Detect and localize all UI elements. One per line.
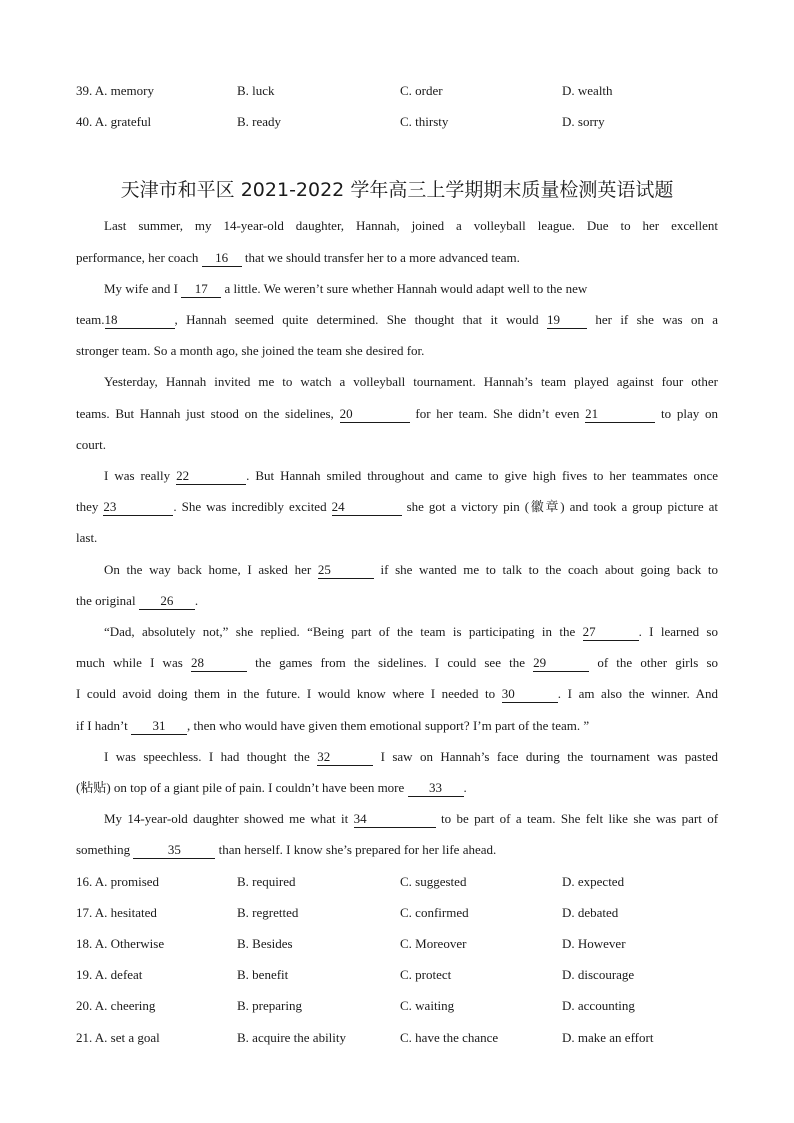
option-17-b: B. regretted xyxy=(237,905,299,920)
passage-line: performance, her coach 16 that we should transfer her to a more advanced team. xyxy=(76,250,520,265)
blank-24: 24 xyxy=(332,499,402,516)
option-39-d: D. wealth xyxy=(562,83,613,98)
option-21-a: 21. A. set a goal xyxy=(76,1030,160,1045)
option-row-17 xyxy=(0,903,794,923)
option-40-a: 40. A. grateful xyxy=(76,114,152,129)
passage-line: last. xyxy=(76,530,98,545)
blank-23: 23 xyxy=(103,499,173,516)
option-18-d: D. However xyxy=(562,936,626,951)
option-20-d: D. accounting xyxy=(562,998,635,1013)
option-17-d: D. debated xyxy=(562,905,619,920)
blank-29: 29 xyxy=(533,655,589,672)
blank-31: 31 xyxy=(131,718,187,735)
passage-line: Yesterday, Hannah invited me to watch a volleyball tournament. Hannah’s team played against four other xyxy=(104,374,718,389)
option-row-20 xyxy=(0,996,794,1016)
option-21-d: D. make an effort xyxy=(562,1030,654,1045)
blank-17: 17 xyxy=(181,281,221,298)
option-19-c: C. protect xyxy=(400,967,452,982)
option-19-a: 19. A. defeat xyxy=(76,967,143,982)
option-17-c: C. confirmed xyxy=(400,905,469,920)
blank-18: 18 xyxy=(105,312,175,329)
option-16-b: B. required xyxy=(237,874,296,889)
passage-line: court. xyxy=(76,437,106,452)
option-20-b: B. preparing xyxy=(237,998,302,1013)
passage-line: (粘贴) on top of a giant pile of pain. I couldn’t have been more 33 . xyxy=(76,780,467,795)
option-21-b: B. acquire the ability xyxy=(237,1030,347,1045)
option-39-b: B. luck xyxy=(237,83,275,98)
passage-line: if I hadn’t 31 , then who would have given them emotional support? I’m part of the team. ” xyxy=(76,718,590,733)
option-17-a: 17. A. hesitated xyxy=(76,905,157,920)
option-16-c: C. suggested xyxy=(400,874,467,889)
blank-21: 21 xyxy=(585,406,655,423)
passage-line: My wife and I 17 a little. We weren’t sure whether Hannah would adapt well to the new xyxy=(104,281,588,296)
blank-22: 22 xyxy=(176,468,246,485)
passage-line: much while I was 28 the games from the sidelines. I could see the 29 of the other girls so xyxy=(76,655,719,670)
passage-line: On the way back home, I asked her 25 if she wanted me to talk to the coach about going back to xyxy=(104,562,719,577)
option-40-b: B. ready xyxy=(237,114,282,129)
option-19-b: B. benefit xyxy=(237,967,289,982)
option-18-a: 18. A. Otherwise xyxy=(76,936,165,951)
passage-line: My 14-year-old daughter showed me what it 34 to be part of a team. She felt like she was part of xyxy=(104,811,719,826)
option-20-a: 20. A. cheering xyxy=(76,998,156,1013)
option-row-18 xyxy=(0,934,794,954)
passage-line: the original 26 . xyxy=(76,593,199,608)
passage-line: I was speechless. I had thought the 32 I saw on Hannah’s face during the tournament was pasted xyxy=(104,749,718,764)
passage-line: stronger team. So a month ago, she joined the team she desired for. xyxy=(76,343,425,358)
passage-line: they 23 . She was incredibly excited 24 she got a victory pin (徽章) and took a group picture at xyxy=(76,499,719,514)
passage-line: I was really 22 . But Hannah smiled throughout and came to give high fives to her teammates once xyxy=(104,468,719,483)
option-39-c: C. order xyxy=(400,83,443,98)
option-40-d: D. sorry xyxy=(562,114,605,129)
blank-35: 35 xyxy=(133,842,215,859)
option-18-b: B. Besides xyxy=(237,936,293,951)
option-19-d: D. discourage xyxy=(562,967,635,982)
blank-19: 19 xyxy=(547,312,587,329)
blank-28: 28 xyxy=(191,655,247,672)
blank-30: 30 xyxy=(502,686,558,703)
passage-line: “Dad, absolutely not,” she replied. “Being part of the team is participating in the 27 . I learned so xyxy=(104,624,718,639)
blank-16: 16 xyxy=(202,250,242,267)
option-row-21 xyxy=(0,1028,794,1048)
blank-20: 20 xyxy=(340,406,410,423)
option-40-c: C. thirsty xyxy=(400,114,449,129)
blank-32: 32 xyxy=(317,749,373,766)
option-16-a: 16. A. promised xyxy=(76,874,160,889)
option-20-c: C. waiting xyxy=(400,998,455,1013)
blank-33: 33 xyxy=(408,780,464,797)
option-row-40 xyxy=(0,112,794,132)
option-39-a: 39. A. memory xyxy=(76,83,154,98)
option-row-19 xyxy=(0,965,794,985)
option-21-c: C. have the chance xyxy=(400,1030,499,1045)
passage-line: teams. But Hannah just stood on the sidelines, 20 for her team. She didn’t even 21 to play on xyxy=(76,406,719,421)
blank-25: 25 xyxy=(318,562,374,579)
passage-line: team.18 , Hannah seemed quite determined. She thought that it would 19 her if she was on a xyxy=(76,312,719,327)
option-18-c: C. Moreover xyxy=(400,936,467,951)
passage-line: Last summer, my 14-year-old daughter, Hannah, joined a volleyball league. Due to her excellent xyxy=(104,218,718,233)
blank-26: 26 xyxy=(139,593,195,610)
passage-line: something 35 than herself. I know she’s prepared for her life ahead. xyxy=(76,842,497,857)
option-row-16 xyxy=(0,872,794,892)
exam-title: 天津市和平区 2021-2022 学年高三上学期期末质量检测英语试题 xyxy=(120,179,674,201)
blank-27: 27 xyxy=(583,624,639,641)
blank-34: 34 xyxy=(354,811,436,828)
option-16-d: D. expected xyxy=(562,874,625,889)
passage-line: I could avoid doing them in the future. I would know where I needed to 30 . I am also the winner. And xyxy=(76,686,718,701)
option-row-39 xyxy=(0,81,794,101)
